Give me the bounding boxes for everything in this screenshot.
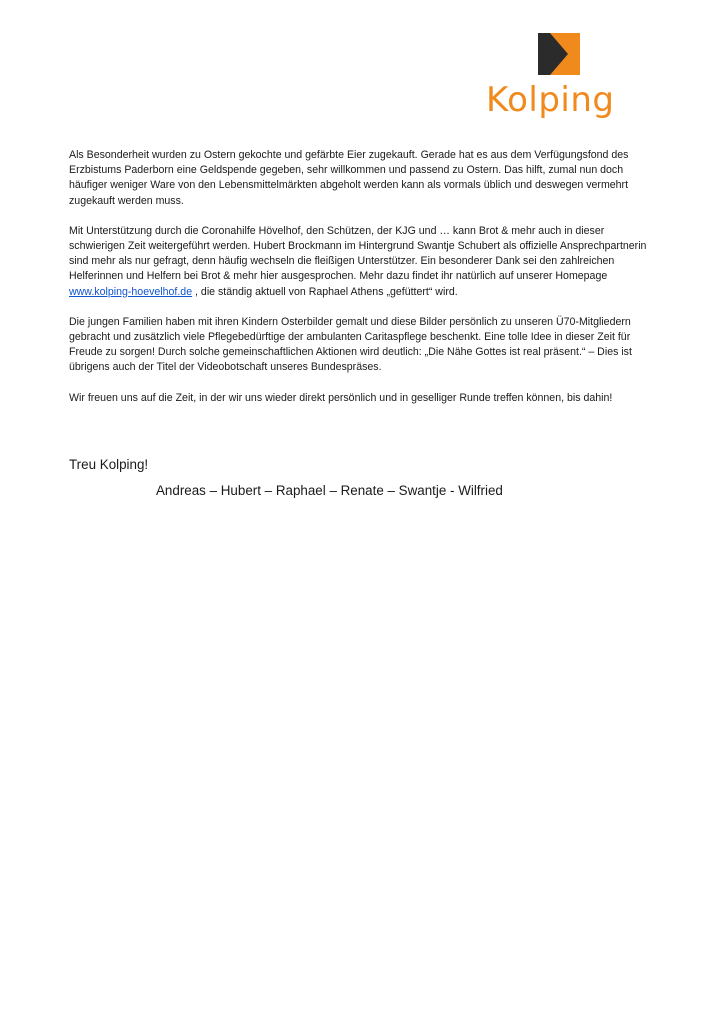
paragraph-families: Die jungen Familien haben mit ihren Kindern Osterbilder gemalt und diese Bilder persönlich zu unseren Ü70-Mitgliedern gebracht und zusätzlich viele Pflegebedürftige der ambulanten Caritaspflege beschenkt. Eine tolle Idee in dieser Zeit für Freude zu sorgen! Durch solche gemeinschaftlichen Aktionen wird deutlich: „Die Nähe Gottes ist real präsent.“ – Dies ist übrigens auch der Titel der Videobotschaft unseres Bundespräses. <box>69 315 632 374</box>
paragraph-outlook: Wir freuen uns auf die Zeit, in der wir uns wieder direkt persönlich und in geselliger Runde treffen können, bis dahin! <box>69 391 613 404</box>
paragraph-support-text: Mit Unterstützung durch die Coronahilfe Hövelhof, den Schützen, der KJG und … kann Brot & mehr auch in dieser schwierigen Zeit weitergeführt werden. Hubert Brockmann im Hintergrund Swantje Schubert als offizielle Ansprechpartnerin sind mehr als nur gefragt, denn häufig wechseln die fleißigen Unterstützer. Ein besonderer Dank sei den zahlreichen Helferinnen und Helfern bei Brot & mehr hier ausgesprochen. Mehr dazu findet ihr natürlich auf unserer Homepage <box>69 224 647 283</box>
closing-greeting: Treu Kolping! <box>69 457 149 472</box>
kolping-k-icon <box>538 33 580 75</box>
letter-body <box>69 148 647 421</box>
paragraph-eggs: Als Besonderheit wurden zu Ostern gekochte und gefärbte Eier zugekauft. Gerade hat es aus dem Verfügungsfond des Erzbistums Paderborn eine Geldspende gegeben, sehr willkommen und passend zu Ostern. Das hilft, zumal nun doch häufiger weniger Ware von den Lebensmittelmärkten abgeholt werden kann als vormals üblich und deswegen vermehrt zugekauft werden muss. <box>69 149 629 207</box>
paragraph-support-text-end: , die ständig aktuell von Raphael Athens „gefüttert“ wird. <box>192 285 458 298</box>
paragraph-support <box>69 224 647 300</box>
kolping-wordmark: Kolping <box>486 80 615 120</box>
signatures: Andreas – Hubert – Raphael – Renate – Swantje - Wilfried <box>156 483 503 498</box>
kolping-logo <box>486 33 636 133</box>
homepage-link[interactable]: www.kolping-hoevelhof.de <box>69 285 193 298</box>
